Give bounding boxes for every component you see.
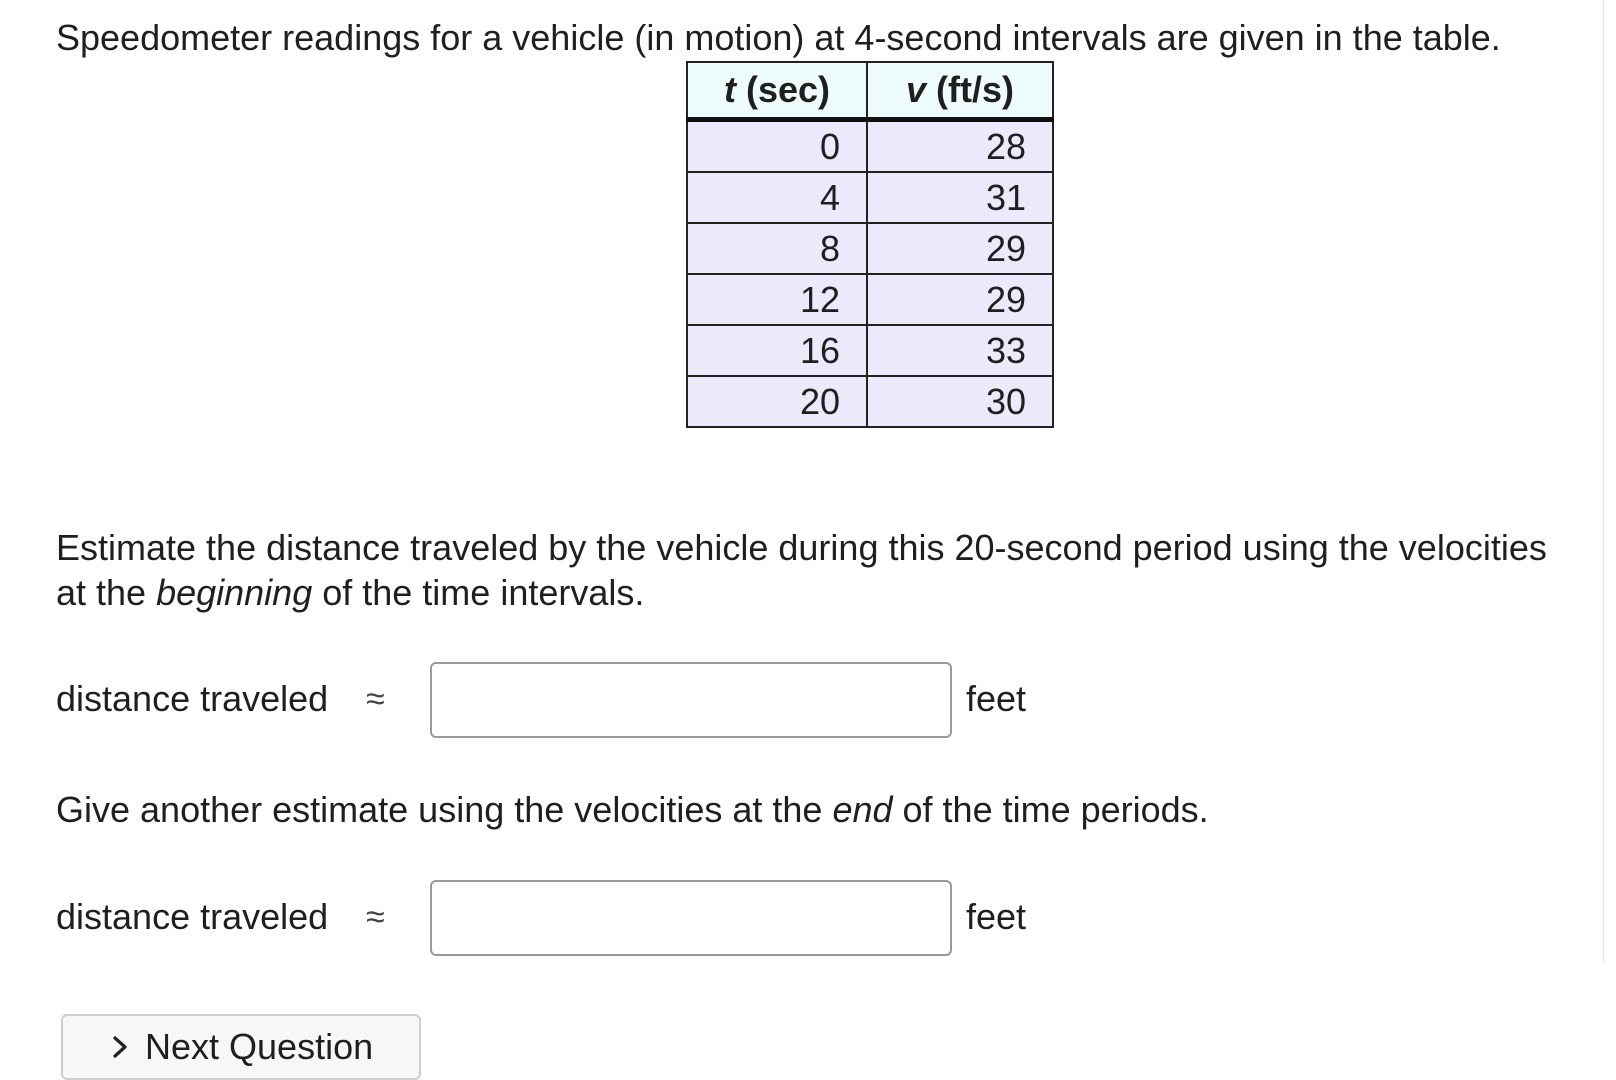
table-row — [687, 274, 1053, 325]
header-velocity — [867, 62, 1053, 120]
approx-symbol: ≈ — [366, 898, 385, 936]
table-row — [687, 223, 1053, 274]
content-divider — [1603, 0, 1604, 965]
velocity-cell: 30 — [867, 376, 1053, 427]
table-row — [687, 172, 1053, 223]
velocity-cell: 28 — [867, 120, 1053, 173]
question1-emphasis: beginning — [156, 572, 313, 613]
velocity-cell: 33 — [867, 325, 1053, 376]
distance-beginning-input[interactable] — [430, 662, 952, 738]
table-row — [687, 376, 1053, 427]
velocity-cell: 29 — [867, 223, 1053, 274]
time-cell: 12 — [687, 274, 867, 325]
table-row — [687, 120, 1053, 173]
answer-row-end — [56, 879, 1056, 959]
header-time-unit: (sec) — [745, 69, 831, 110]
header-velocity-unit: (ft/s) — [936, 69, 1015, 110]
question-beginning-velocities — [56, 525, 1556, 615]
unit-label: feet — [966, 896, 1027, 937]
question-end-velocities — [56, 787, 1556, 832]
approx-symbol: ≈ — [366, 680, 385, 718]
distance-label: distance traveled — [56, 678, 329, 719]
distance-label: distance traveled — [56, 896, 329, 937]
time-cell: 0 — [687, 120, 867, 173]
time-cell: 16 — [687, 325, 867, 376]
answer-row-beginning — [56, 661, 1056, 741]
question2-text-end: of the time periods. — [892, 789, 1209, 830]
header-time — [687, 62, 867, 120]
header-velocity-variable: v — [905, 69, 927, 110]
table-row — [687, 325, 1053, 376]
velocity-cell: 29 — [867, 274, 1053, 325]
unit-label: feet — [966, 678, 1027, 719]
header-time-variable: t — [723, 69, 736, 110]
question1-text-start: Estimate the distance traveled by the vehicle during this 20-second period using the velocities at the — [56, 527, 1547, 613]
next-question-label: Next Question — [145, 1026, 374, 1067]
intro-text: Speedometer readings for a vehicle (in motion) at 4-second intervals are given in the table. — [56, 17, 1501, 58]
question1-text-end: of the time intervals. — [312, 572, 645, 613]
next-question-button[interactable] — [61, 1014, 421, 1080]
chevron-right-icon — [107, 1029, 135, 1065]
velocity-cell: 31 — [867, 172, 1053, 223]
speedometer-table — [686, 61, 1054, 428]
time-cell: 4 — [687, 172, 867, 223]
distance-end-input[interactable] — [430, 880, 952, 956]
time-cell: 8 — [687, 223, 867, 274]
table-header-row — [687, 62, 1053, 120]
question2-emphasis: end — [832, 789, 893, 830]
question2-text-start: Give another estimate using the velocities at the — [56, 789, 833, 830]
time-cell: 20 — [687, 376, 867, 427]
